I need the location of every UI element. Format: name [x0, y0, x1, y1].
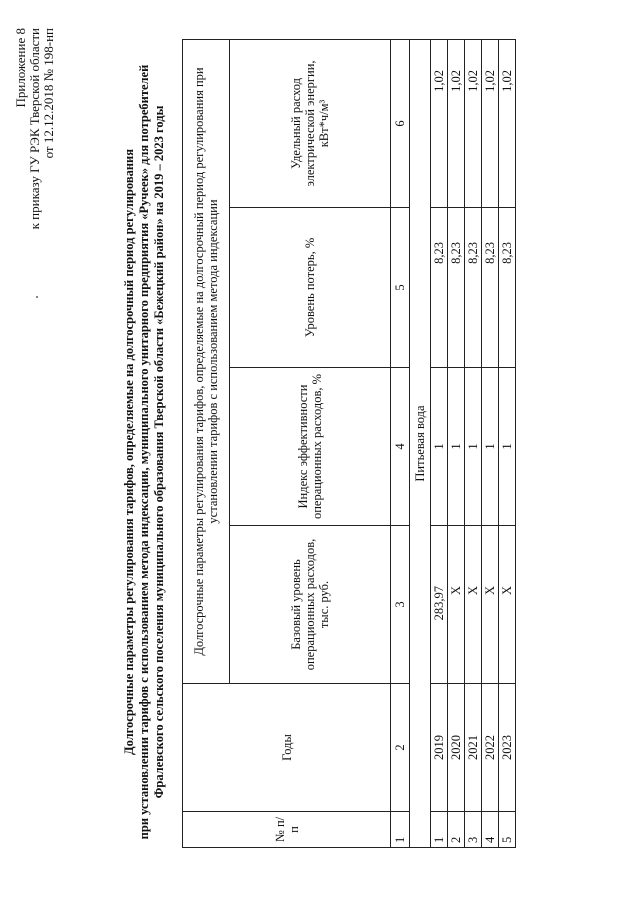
title-line-3: Фралевского сельского поселения муниципального образования Тверской области «Бежецкий район» на 2019 – 2023 годы — [152, 105, 166, 799]
row-loss-level: 8,23 — [499, 208, 516, 368]
row-efficiency-index: 1 — [431, 368, 448, 526]
appendix-order-ref: к приказу ГУ РЭК Тверской области — [27, 28, 42, 230]
row-energy-use: 1,02 — [499, 40, 516, 208]
row-base-level: Х — [465, 526, 482, 684]
row-energy-use: 1,02 — [482, 40, 499, 208]
row-year: 2022 — [482, 684, 499, 812]
section-title: Питьевая вода — [410, 40, 431, 848]
section-row — [410, 40, 431, 848]
appendix-number: Приложение 8 — [13, 28, 28, 108]
column-number-row — [391, 40, 410, 848]
row-base-level: Х — [448, 526, 465, 684]
table-header-row — [183, 40, 230, 848]
row-num: 3 — [465, 812, 482, 848]
row-base-level: Х — [482, 526, 499, 684]
parameters-table — [182, 39, 516, 848]
table-row — [431, 40, 448, 848]
row-num: 2 — [448, 812, 465, 848]
column-number: 3 — [391, 526, 410, 684]
row-efficiency-index: 1 — [499, 368, 516, 526]
row-base-level: Х — [499, 526, 516, 684]
column-number: 4 — [391, 368, 410, 526]
header-years: Годы — [183, 684, 391, 812]
row-loss-level: 8,23 — [448, 208, 465, 368]
row-year: 2023 — [499, 684, 516, 812]
row-efficiency-index: 1 — [448, 368, 465, 526]
row-energy-use: 1,02 — [448, 40, 465, 208]
column-number: 6 — [391, 40, 410, 208]
column-number: 5 — [391, 208, 410, 368]
header-efficiency-index: Индекс эффективности операционных расходов, % — [230, 368, 391, 526]
header-loss-level: Уровень потерь, % — [230, 208, 391, 368]
row-base-level: 283,97 — [431, 526, 448, 684]
row-year: 2019 — [431, 684, 448, 812]
row-num: 5 — [499, 812, 516, 848]
row-efficiency-index: 1 — [465, 368, 482, 526]
header-num: № п/п — [183, 812, 391, 848]
scan-speck — [36, 296, 38, 298]
row-num: 4 — [482, 812, 499, 848]
appendix-order-date: от 12.12.2018 № 198-нп — [41, 28, 56, 159]
column-number: 1 — [391, 812, 410, 848]
column-number: 2 — [391, 684, 410, 812]
row-energy-use: 1,02 — [465, 40, 482, 208]
table-row — [448, 40, 465, 848]
appendix-header — [14, 28, 56, 229]
table-row — [482, 40, 499, 848]
header-base-level: Базовый уровень операционных расходов, тыс. руб. — [230, 526, 391, 684]
row-year: 2021 — [465, 684, 482, 812]
row-num: 1 — [431, 812, 448, 848]
table-row — [465, 40, 482, 848]
row-loss-level: 8,23 — [431, 208, 448, 368]
header-energy-use: Удельный расход электрической энергии, кВт*ч/м³ — [230, 40, 391, 208]
row-efficiency-index: 1 — [482, 368, 499, 526]
title-line-2: при установлении тарифов с использованием метода индексации, муниципального унитарного предприятия «Ручеек» для потребителей — [137, 64, 151, 840]
row-year: 2020 — [448, 684, 465, 812]
row-loss-level: 8,23 — [465, 208, 482, 368]
header-group: Долгосрочные параметры регулирования тарифов, определяемые на долгосрочный период регулирования при установлении тарифов с использованием метода индексации — [183, 40, 230, 684]
row-energy-use: 1,02 — [431, 40, 448, 208]
title-line-1: Долгосрочные параметры регулирования тарифов, определяемые на долгосрочный период регулирования — [122, 149, 136, 756]
table-row — [499, 40, 516, 848]
row-loss-level: 8,23 — [482, 208, 499, 368]
document-title — [122, 14, 167, 890]
